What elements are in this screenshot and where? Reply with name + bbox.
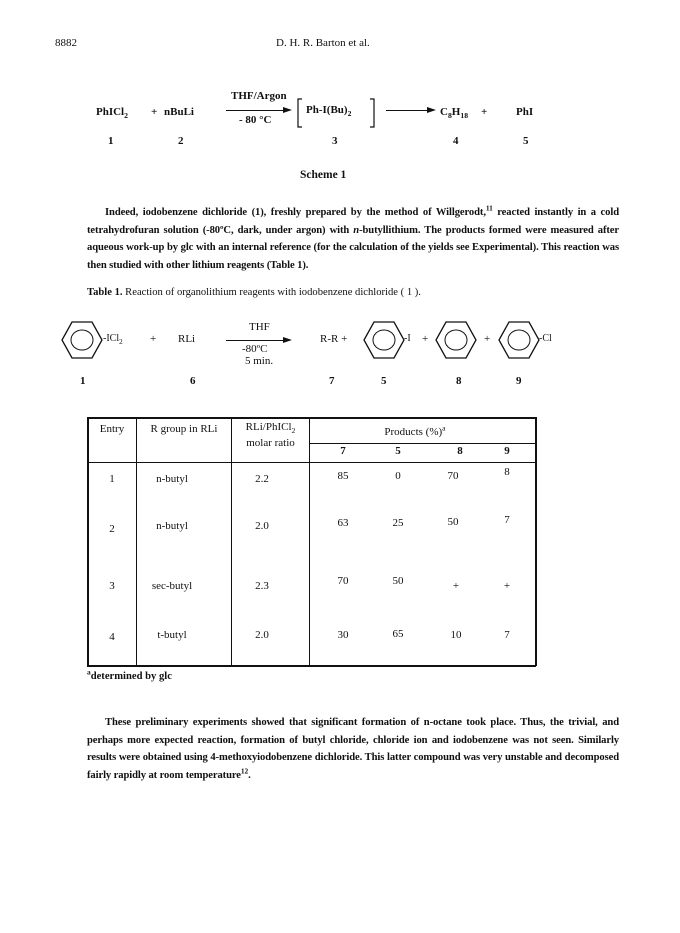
- header-entry: Entry: [99, 423, 125, 435]
- cell-entry: 3: [109, 580, 115, 592]
- header-col-8: 8: [457, 445, 463, 457]
- cell-p8: 10: [450, 629, 462, 641]
- cell-p8: 70: [447, 470, 459, 482]
- reaction-arrow: [226, 110, 284, 111]
- compound-label-1: 1: [108, 135, 114, 147]
- arrow-top-thf: THF: [249, 321, 270, 333]
- table-products-rule: [309, 443, 536, 444]
- header-ratio: RLi/PhICl$_2$: [245, 421, 296, 436]
- intermediate-ph-i-bu2: $Ph-I(Bu)_2$: [306, 104, 352, 119]
- table-footnote: $^a$determined by glc: [87, 667, 172, 682]
- product-r-r: R-R +: [320, 333, 348, 345]
- reaction-arrow-3-head: [283, 337, 292, 343]
- reaction-arrow-head: [283, 107, 292, 113]
- compound-label-4: 4: [453, 135, 459, 147]
- table-left-border: [87, 417, 89, 666]
- arrow-bottom-time: 5 min.: [245, 355, 274, 367]
- reagent-rli: RLi: [178, 333, 196, 345]
- cell-rgroup: n-butyl: [156, 473, 188, 485]
- plus-sign: +: [151, 106, 158, 118]
- cell-entry: 1: [109, 473, 115, 485]
- cell-p5: 50: [392, 575, 404, 587]
- compound-label-5: 5: [523, 135, 529, 147]
- cell-p7: 85: [337, 470, 349, 482]
- product-octane: $C_8H_{18}$: [440, 106, 469, 121]
- plus-sign-5: +: [484, 333, 491, 345]
- scheme-caption: Scheme 1: [300, 169, 347, 181]
- plus-sign-2: +: [481, 106, 488, 118]
- cell-p9: +: [503, 580, 511, 592]
- chloro-substituent: -Cl: [539, 333, 552, 344]
- cell-p8: +: [452, 580, 460, 592]
- reactant-nbuli: nBuLi: [164, 106, 194, 118]
- icl2-substituent: -ICl$_2$: [103, 333, 123, 346]
- plus-sign-3: +: [150, 333, 157, 345]
- compound-label-1b: 1: [80, 375, 86, 387]
- cell-p9: 7: [504, 514, 510, 526]
- cell-p5: 0: [395, 470, 401, 482]
- running-title: D. H. R. Barton et al.: [276, 37, 370, 49]
- cell-ratio: 2.2: [255, 473, 269, 485]
- compound-label-5b: 5: [381, 375, 387, 387]
- plus-sign-4: +: [422, 333, 429, 345]
- compound-label-7: 7: [329, 375, 335, 387]
- compound-label-6: 6: [190, 375, 196, 387]
- compound-label-9: 9: [516, 375, 522, 387]
- cell-rgroup: t-butyl: [157, 629, 187, 641]
- compound-label-2: 2: [178, 135, 184, 147]
- reactant-phicl2: PhICl$_2$: [96, 106, 128, 121]
- table-caption: Table 1. Reaction of organolithium reagents with iodobenzene dichloride ( 1 ).: [87, 287, 421, 298]
- paragraph-2: These preliminary experiments showed that significant formation of n-octane took place. Thus, the trivial, and perhaps more expected reaction, formation of butyl chloride, chloride ion and iodobenzene was not seen. Similarly results were obtained using 4-methoxyiodobenzene dichloride. This latter compound was very unstable and decomposed fairly rapidly at room temperature$^{12}$.: [87, 717, 619, 781]
- table-right-border: [535, 417, 537, 666]
- benzene-ring-icon: [60, 318, 108, 362]
- reaction-arrow-2: [386, 110, 428, 111]
- cell-p9: 8: [504, 466, 510, 478]
- cell-p5: 25: [392, 517, 404, 529]
- cell-rgroup: n-butyl: [156, 520, 188, 532]
- table-bottom-border: [87, 665, 536, 667]
- arrow-top-label: THF/Argon: [231, 90, 287, 102]
- reaction-arrow-2-head: [427, 107, 436, 113]
- page-number: 8882: [55, 37, 77, 49]
- cell-entry: 2: [109, 523, 115, 535]
- paragraph-1: Indeed, iodobenzene dichloride (1), freshly prepared by the method of Willgerodt,$^{11}$ reacted instantly in a cold tetrahydrofuran solution (-80ºC, dark, under argon) with n-butyllithium. The products formed were measured after aqueous work-up by glc with an internal reference (for the calculation of the yields see Experimental). This reaction was then studied with other lithium reagents (Table 1).: [87, 203, 620, 271]
- cell-entry: 4: [109, 631, 115, 643]
- header-col-7: 7: [340, 445, 346, 457]
- compound-label-8: 8: [456, 375, 462, 387]
- cell-p8: 50: [447, 516, 459, 528]
- header-col-9: 9: [504, 445, 510, 457]
- table-top-border: [87, 417, 536, 419]
- cell-p7: 30: [337, 629, 349, 641]
- product-phi: PhI: [516, 106, 534, 118]
- cell-ratio: 2.0: [255, 629, 269, 641]
- cell-p9: 7: [504, 629, 510, 641]
- cell-rgroup: sec-butyl: [151, 580, 193, 592]
- header-ratio-line2: molar ratio: [246, 437, 295, 449]
- header-rgroup: R group in RLi: [150, 423, 218, 435]
- cell-p7: 63: [337, 517, 349, 529]
- table-header-rule: [87, 462, 536, 463]
- table-col-divider-3: [309, 417, 310, 666]
- reaction-arrow-3: [226, 340, 284, 341]
- arrow-bottom-label: - 80 °C: [239, 114, 272, 126]
- benzene-ring-icon: [497, 318, 545, 362]
- cell-p7: 70: [337, 575, 349, 587]
- arrow-bottom-temp: -80ºC: [242, 343, 268, 355]
- header-products: Products (%)$^a$: [384, 423, 446, 438]
- cell-ratio: 2.0: [255, 520, 269, 532]
- compound-label-3: 3: [332, 135, 338, 147]
- benzene-ring-icon: [362, 318, 410, 362]
- benzene-ring-icon: [434, 318, 482, 362]
- header-col-5: 5: [395, 445, 401, 457]
- cell-p5: 65: [392, 628, 404, 640]
- cell-ratio: 2.3: [255, 580, 269, 592]
- iodo-substituent: -I: [404, 333, 411, 344]
